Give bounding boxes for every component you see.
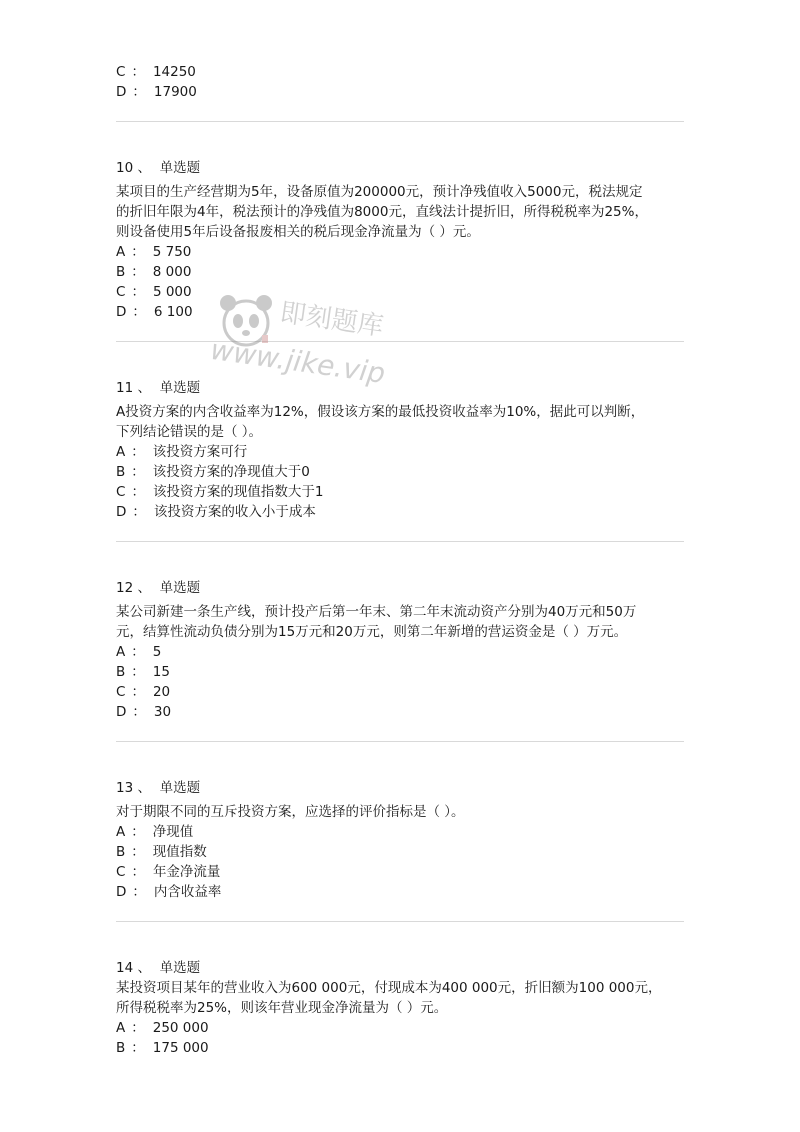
question-12-option-a[interactable]: A ： 5 xyxy=(116,644,162,660)
question-number: 14 、 xyxy=(116,960,151,976)
divider xyxy=(116,341,684,342)
question-13-option-d[interactable]: D ： 内含收益率 xyxy=(116,884,222,900)
question-10-option-b[interactable]: B ： 8 000 xyxy=(116,264,192,280)
question-14-option-a[interactable]: A ： 250 000 xyxy=(116,1020,209,1036)
question-13-stem-line: 对于期限不同的互斥投资方案，应选择的评价指标是（ ）。 xyxy=(116,804,465,820)
question-10-option-c[interactable]: C ： 5 000 xyxy=(116,284,192,300)
question-type: 单选题 xyxy=(159,580,201,596)
question-12-stem-line: 某公司新建一条生产线，预计投产后第一年末、第二年末流动资产分别为40万元和50万 xyxy=(116,604,637,620)
question-11-option-c[interactable]: C ： 该投资方案的现值指数大于1 xyxy=(116,484,324,500)
question-11-option-a[interactable]: A ： 该投资方案可行 xyxy=(116,444,248,460)
question-14-option-b[interactable]: B ： 175 000 xyxy=(116,1040,209,1056)
divider xyxy=(116,541,684,542)
question-14-stem-line: 所得税税率为25%，则该年营业现金净流量为（ ）元。 xyxy=(116,1000,448,1016)
question-type: 单选题 xyxy=(159,780,201,796)
question-14-header xyxy=(116,958,200,978)
question-number: 12 、 xyxy=(116,580,151,596)
question-12-option-b[interactable]: B ： 15 xyxy=(116,664,170,680)
question-10-stem-line: 的折旧年限为4年，税法预计的净残值为8000元，直线法计提折旧，所得税税率为25%， xyxy=(116,204,648,220)
question-10-option-a[interactable]: A ： 5 750 xyxy=(116,244,192,260)
question-13-option-c[interactable]: C ： 年金净流量 xyxy=(116,864,221,880)
question-number: 11 、 xyxy=(116,380,151,396)
question-11-stem-line: 下列结论错误的是（ ）。 xyxy=(116,424,263,440)
question-12-stem-line: 元，结算性流动负债分别为15万元和20万元，则第二年新增的营运资金是（ ）万元。 xyxy=(116,624,628,640)
divider xyxy=(116,741,684,742)
question-10-stem-line: 则设备使用5年后设备报废相关的税后现金净流量为（ ）元。 xyxy=(116,224,480,240)
question-12-option-d[interactable]: D ： 30 xyxy=(116,704,172,720)
watermark-url: www.jike.vip xyxy=(208,332,388,391)
question-11-option-d[interactable]: D ： 该投资方案的收入小于成本 xyxy=(116,504,316,520)
question-10-header xyxy=(116,158,200,178)
divider xyxy=(116,121,684,122)
question-number: 10 、 xyxy=(116,160,151,176)
prev-option-c: C ： 14250 xyxy=(116,64,196,80)
question-11-option-b[interactable]: B ： 该投资方案的净现值大于0 xyxy=(116,464,310,480)
question-12-option-c[interactable]: C ： 20 xyxy=(116,684,171,700)
watermark-brand: 即刻题库 xyxy=(278,297,386,343)
question-13-header xyxy=(116,778,200,798)
question-number: 13 、 xyxy=(116,780,151,796)
question-type: 单选题 xyxy=(159,380,201,396)
panda-logo-icon xyxy=(214,289,278,353)
prev-option-d: D ： 17900 xyxy=(116,84,197,100)
watermark xyxy=(210,285,430,395)
question-12-header xyxy=(116,578,200,598)
question-13-option-a[interactable]: A ： 净现值 xyxy=(116,824,194,840)
question-10-stem-line: 某项目的生产经营期为5年，设备原值为200000元，预计净残值收入5000元，税法规定 xyxy=(116,184,643,200)
question-10-option-d[interactable]: D ： 6 100 xyxy=(116,304,193,320)
question-type: 单选题 xyxy=(159,160,201,176)
question-11-header xyxy=(116,378,200,398)
question-13-option-b[interactable]: B ： 现值指数 xyxy=(116,844,207,860)
question-11-stem-line: A投资方案的内含收益率为12%，假设该方案的最低投资收益率为10%，据此可以判断， xyxy=(116,404,645,420)
question-14-stem-line: 某投资项目某年的营业收入为600 000元，付现成本为400 000元，折旧额为100 000元， xyxy=(116,980,662,996)
question-type: 单选题 xyxy=(159,960,201,976)
divider xyxy=(116,921,684,922)
